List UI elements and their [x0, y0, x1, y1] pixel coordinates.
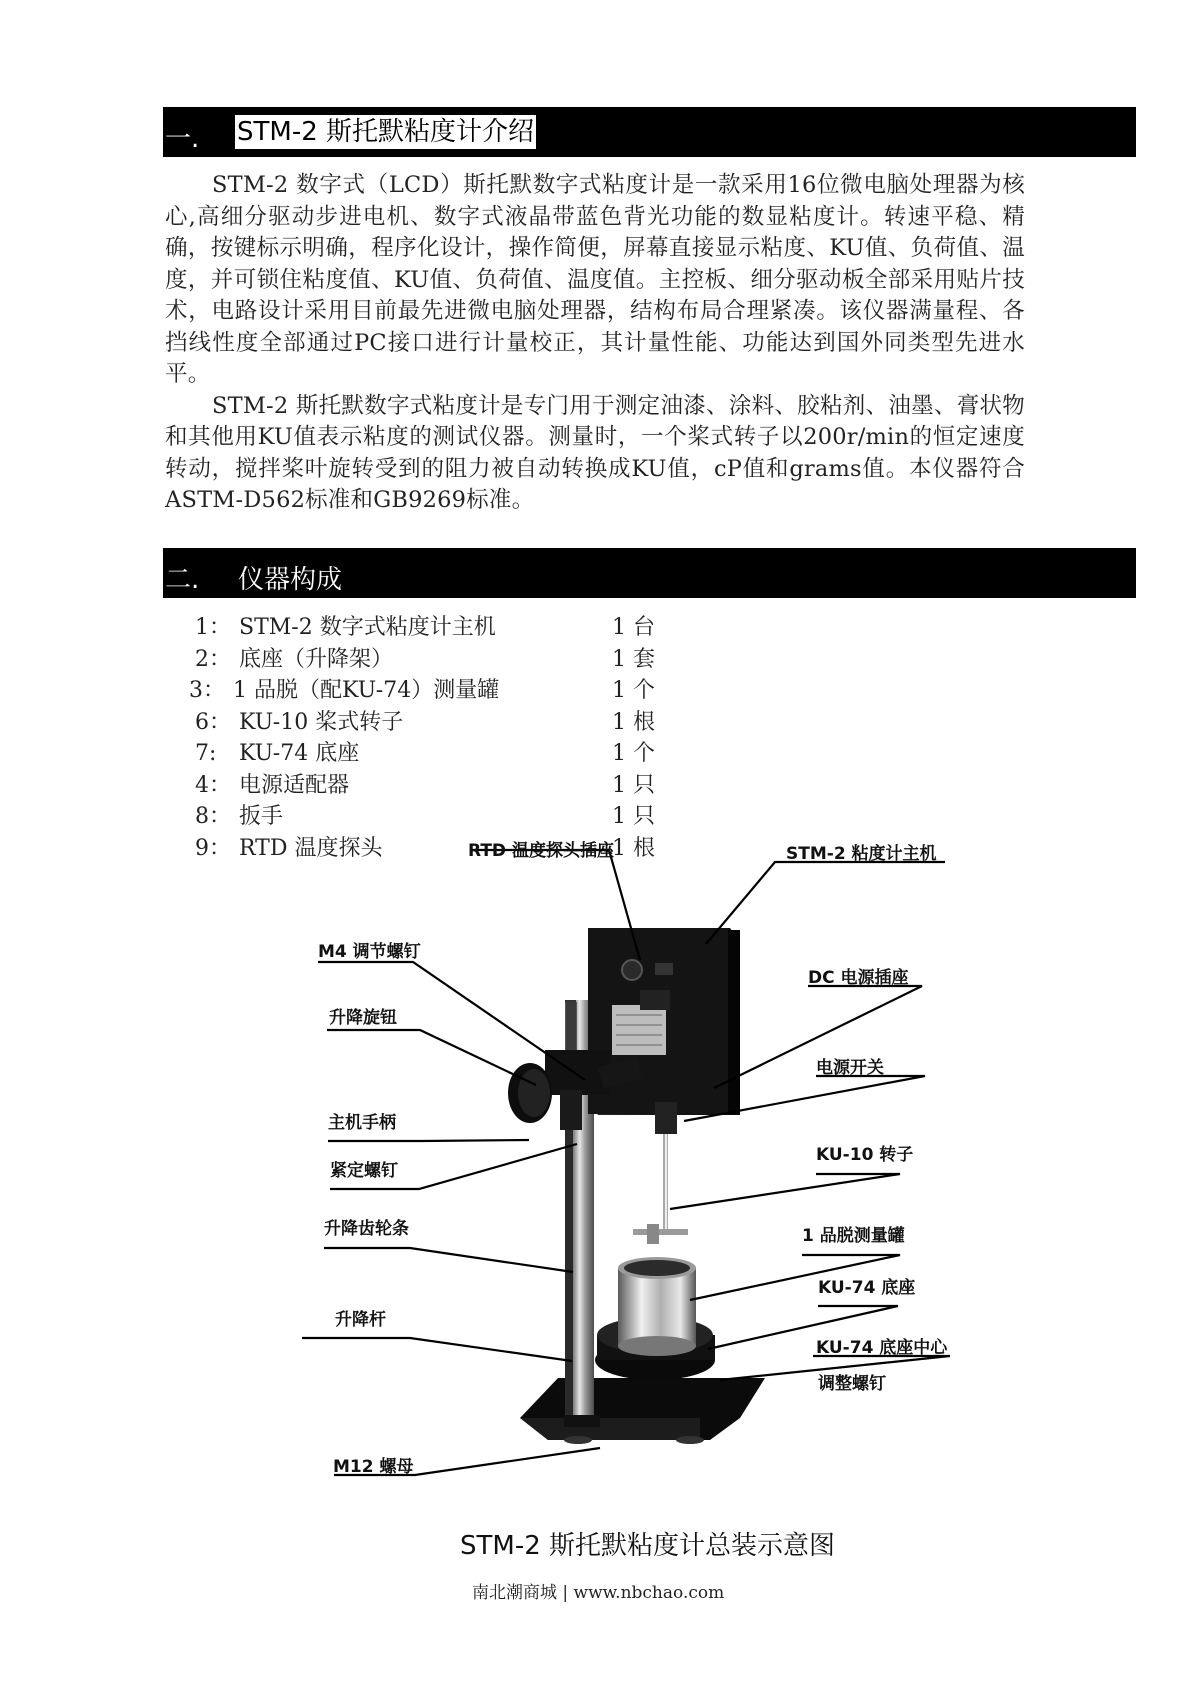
measuring-can [618, 1257, 696, 1356]
item-number: 8： [195, 804, 231, 829]
item-quantity: 1 只 [612, 804, 655, 829]
label-lock-screw: 紧定螺钉 [330, 1161, 398, 1181]
item-quantity: 1 个 [612, 678, 655, 703]
label-ku74-center: KU-74 底座中心 [816, 1338, 948, 1358]
label-m4-screw: M4 调节螺钉 [318, 942, 421, 962]
item-quantity: 1 个 [612, 741, 655, 766]
item-number: 3： [189, 678, 225, 703]
item-number: 7: [195, 741, 217, 766]
figure-caption: STM-2 斯托默粘度计总装示意图 [460, 1531, 836, 1561]
label-adjust-screw: 调整螺钉 [818, 1374, 886, 1394]
footer-link[interactable]: 南北潮商城 | www.nbchao.com [472, 1583, 725, 1603]
item-quantity: 1 只 [612, 772, 655, 798]
item-number: 2： [195, 646, 231, 672]
item-quantity: 1 根 [612, 709, 655, 735]
item-name: KU-74 底座 [239, 741, 360, 766]
item-number: 9： [195, 835, 231, 861]
label-ku10-rotor: KU-10 转子 [816, 1145, 914, 1165]
item-name: KU-10 桨式转子 [239, 709, 404, 735]
section-2-title: 仪器构成 [238, 565, 343, 595]
paragraph: STM-2 数字式（LCD）斯托默数字式粘度计是一款采用16位微电脑处理器为核心,高细分驱动步进电机、数字式液晶带蓝色背光功能的数显粘度计。转速平稳、精确，按键标示明确，程序化设计，操作简便，屏幕直接显示粘度、KU值、负荷值、温度，并可锁住粘度值、KU值、负荷值、温度值。主控板、细分驱动板全部采用贴片技术，电路设计采用目前最先进微电脑处理器，结构布局合理紧凑。该仪器满量程、各挡线性度全部通过PC接口进行计量校正，其计量性能、功能达到国外同类型先进水平。 [165, 172, 1025, 387]
item-quantity: 1 台 [612, 615, 655, 640]
item-name: STM-2 数字式粘度计主机 [239, 615, 496, 640]
item-number: 6： [195, 709, 231, 735]
item-quantity: 1 套 [612, 646, 655, 672]
section-2-number: 二. [165, 565, 200, 595]
label-ku74-base: KU-74 底座 [818, 1278, 916, 1298]
label-lift-rod: 升降杆 [335, 1310, 386, 1330]
item-number: 4： [195, 772, 231, 798]
item-number: 1： [195, 615, 231, 640]
item-quantity: 1 根 [612, 835, 655, 861]
label-rtd-socket: RTD 温度探头插座 [468, 841, 614, 861]
label-main-unit: STM-2 粘度计主机 [786, 844, 937, 864]
item-name: 1 品脱（配KU-74）测量罐 [233, 678, 500, 703]
label-power-switch: 电源开关 [816, 1058, 884, 1078]
section-1-number: 一. [165, 124, 200, 154]
main-unit [588, 928, 740, 1134]
item-name: 电源适配器 [239, 772, 350, 798]
label-m12-nut: M12 螺母 [333, 1457, 414, 1477]
label-rack: 升降齿轮条 [324, 1219, 409, 1239]
rotor [633, 1134, 688, 1244]
item-name: RTD 温度探头 [239, 835, 383, 861]
base-plate [520, 1378, 765, 1444]
label-handle: 主机手柄 [328, 1113, 396, 1133]
paragraph: STM-2 斯托默数字式粘度计是专门用于测定油漆、涂料、胶粘剂、油墨、膏状物和其他用KU值表示粘度的测试仪器。测量时，一个桨式转子以200r/min的恒定速度转动，搅拌桨叶旋转受到的阻力被自动转换成KU值，cP值和grams值。本仪器符合ASTM-D562标准和GB9269标准。 [165, 392, 1025, 513]
label-lift-knob: 升降旋钮 [329, 1008, 397, 1028]
item-name: 底座（升降架） [239, 646, 394, 672]
label-pint-can: 1 品脱测量罐 [802, 1226, 905, 1246]
item-name: 扳手 [239, 804, 284, 829]
label-dc-socket: DC 电源插座 [808, 968, 909, 988]
section-1-title: STM-2 斯托默粘度计介绍 [237, 117, 535, 147]
